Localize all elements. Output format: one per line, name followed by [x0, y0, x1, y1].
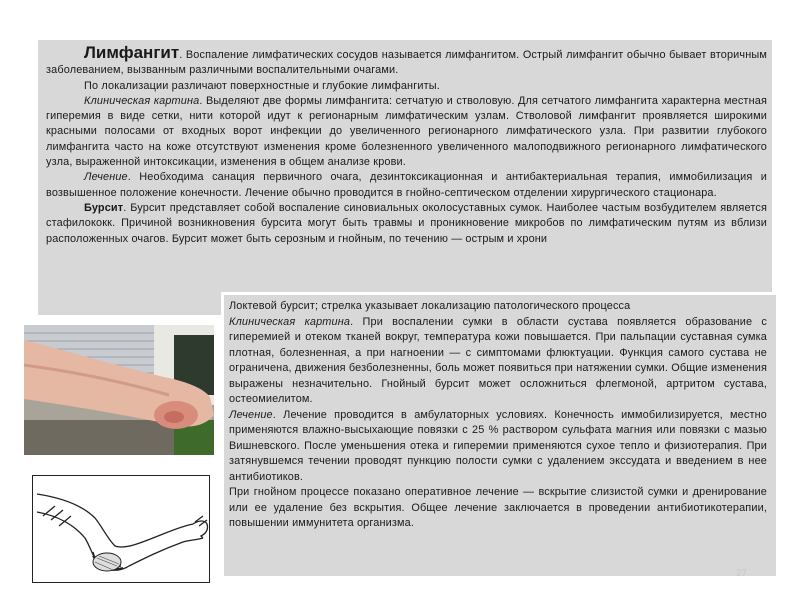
heading-bursitis: Бурсит — [84, 201, 124, 214]
clinical-paragraph: Клиническая картина. Выделяют две формы лимфангита: сетчатую и стволовую. Для сетчатого лимфангита характерна местная гиперемия в виде сетки, нити которой идут к регионарным лимфатическим узлам. Стволовой лимфангит проявляется широкими красными полосами от входных ворот инфекции до увеличенного регионарного лимфатического узла. При развитии глубокого лимфангита часто на коже отсутствуют изменения кроме болезненного увеличенного малоподвижного регионарного лимфатического узла, выраженной интоксикации, изменения в общем анализе крови. — [46, 94, 767, 169]
intro-paragraph: Лимфангит. Воспаление лимфатических сосудов называется лимфангитом. Острый лимфангит обычно бывает вторичным заболеванием, вызванным различными воспалительными очагами. — [46, 43, 767, 77]
bursitis-clinical-paragraph: Клиническая картина. При воспалении сумки в области сустава появляется образование с гиперемией и отеком тканей вокруг, температура кожи повышается. При пальпации суставная сумка плотная, болезненная, а при нагноении — с симптомами флюктуации. Функция самого сустава не ограничена, движения безболезненны, боль может появиться при натяжении сумки. Общие изменения выражены незначительно. Гнойный бурсит может осложниться флегмоной, артритом сустава, остеомиелитом. — [229, 315, 767, 405]
elbow-diagram — [32, 475, 210, 583]
elbow-bursitis-photo — [24, 325, 214, 455]
treatment-paragraph: Лечение. Необходима санация первичного очага, дезинтоксикационная и антибактериальная терапия, иммобилизация и возвышенное положение конечности. Лечение обычно проводится в гнойно-септическом отделении хирургического стационара. — [46, 171, 767, 199]
bursitis-details-text — [229, 299, 767, 532]
bursitis-treatment-paragraph: Лечение. Лечение проводится в амбулаторных условиях. Конечность иммобилизируется, местно применяются влажно-высыхающие повязки с 25 % раствором сульфата магния или повязки с мазью Вишневского. После уменьшения отека и гиперемии применяются сухое тепло и физиотерапия. При затянувшемся течении проводят пункцию полости сумки с удалением экссудата и введением в нее антибиотиков. — [229, 408, 767, 483]
bursitis-paragraph: Бурсит. Бурсит представляет собой воспаление синовиальных околосуставных сумок. Наиболее частым возбудителем является стафилококк. Причиной возникновения бурсита могут быть травмы и проникновение микробов по лимфатическим путям из вблизи расположенных очагов. Бурсит может быть серозным и гнойным, по течению — острым и хрони — [46, 201, 767, 245]
lymphangitis-text — [46, 45, 767, 247]
slide-number: 27 — [736, 568, 748, 579]
surgical-treatment-paragraph: При гнойном процессе показано оперативное лечение — вскрытие слизистой сумки и дренирование или ее удаление без вскрытия. Общее лечение заключается в проведении антибиотикотерапии, повышении иммунитета организма. — [229, 486, 767, 529]
heading-lymphangitis: Лимфангит — [84, 43, 180, 62]
localization-paragraph: По локализации различают поверхностные и глубокие лимфангиты. — [84, 79, 440, 92]
image-caption: Локтевой бурсит; стрелка указывает локализацию патологического процесса — [229, 300, 631, 312]
